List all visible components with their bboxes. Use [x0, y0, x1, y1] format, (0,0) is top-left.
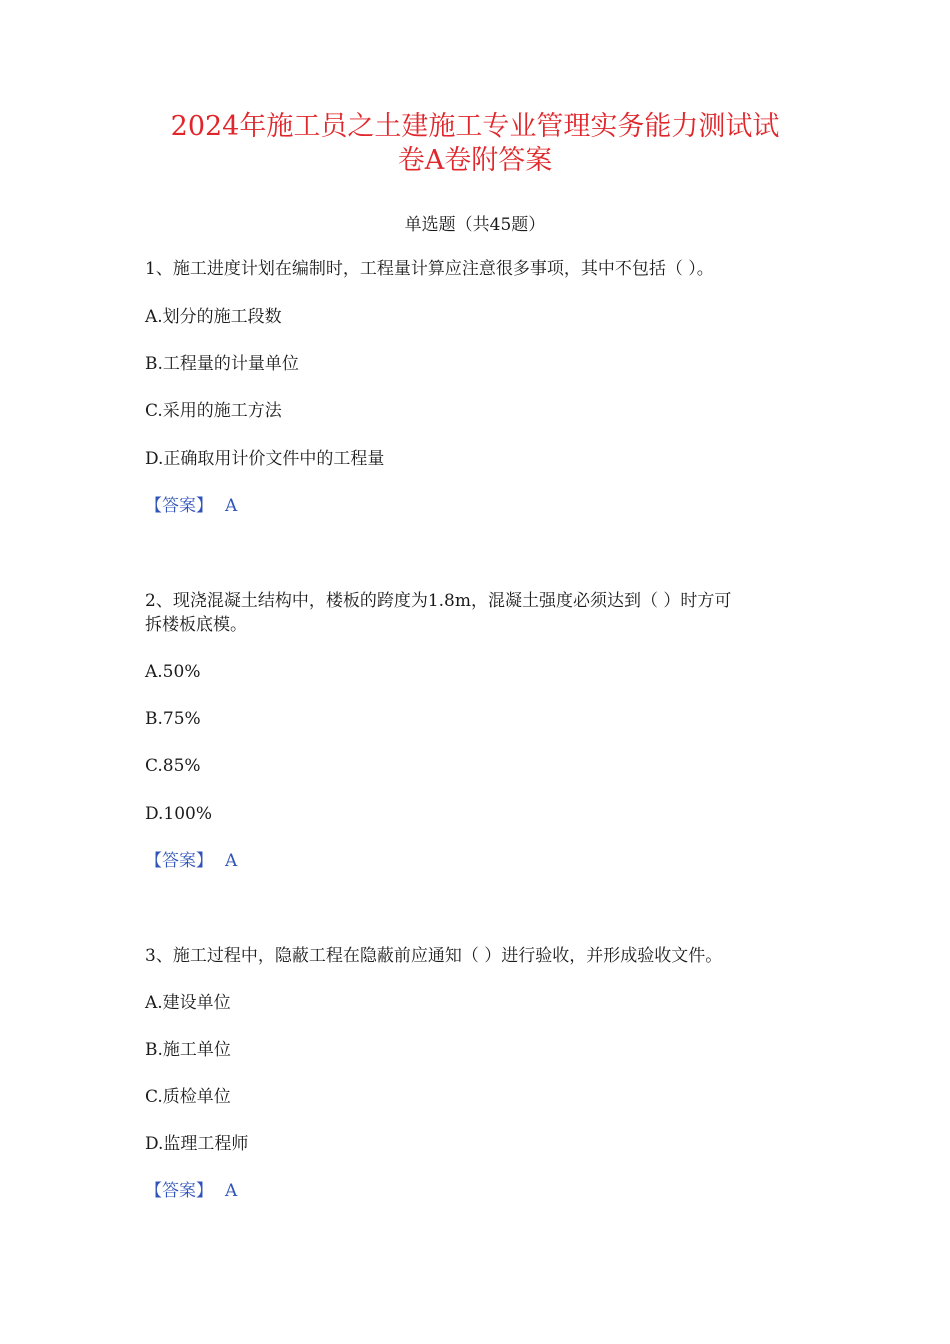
- question-2-answer: [145, 849, 237, 873]
- question-3-option-d: D.监理工程师: [145, 1134, 249, 1154]
- question-2-option-c: C.85%: [145, 756, 201, 776]
- answer-value: A: [225, 851, 238, 871]
- question-1-option-c: C.采用的施工方法: [145, 401, 282, 421]
- question-2-option-a: A.50%: [145, 662, 201, 682]
- question-2-stem-line-2: 拆楼板底模。: [145, 615, 247, 635]
- question-3-stem: 3、施工过程中，隐蔽工程在隐蔽前应通知（ ）进行验收，并形成验收文件。: [145, 946, 723, 966]
- question-2-option-d: D.100%: [145, 804, 213, 824]
- question-1-option-d: D.正确取用计价文件中的工程量: [145, 449, 385, 469]
- section-header: 单选题（共45题）: [404, 215, 546, 235]
- question-1-option-a: A.划分的施工段数: [145, 307, 282, 327]
- question-3-option-c: C.质检单位: [145, 1087, 231, 1107]
- question-3-option-b: B.施工单位: [145, 1040, 231, 1060]
- question-3-option-a: A.建设单位: [145, 993, 231, 1013]
- question-1-answer: [145, 494, 237, 518]
- answer-value: A: [225, 496, 238, 516]
- question-2-stem-line-1: 2、现浇混凝土结构中，楼板的跨度为1.8m，混凝土强度必须达到（ ）时方可: [145, 591, 732, 611]
- question-3-answer: [145, 1179, 237, 1203]
- answer-label: 【答案】: [145, 1181, 213, 1201]
- answer-label: 【答案】: [145, 851, 213, 871]
- answer-value: A: [225, 1181, 238, 1201]
- document-title-line-1: 2024年施工员之土建施工专业管理实务能力测试试: [170, 111, 780, 142]
- question-1-option-b: B.工程量的计量单位: [145, 354, 299, 374]
- document-title-line-2: 卷A卷附答案: [397, 145, 553, 176]
- answer-label: 【答案】: [145, 496, 213, 516]
- question-2-option-b: B.75%: [145, 709, 201, 729]
- question-1-stem: 1、施工进度计划在编制时，工程量计算应注意很多事项，其中不包括（ ）。: [145, 259, 714, 279]
